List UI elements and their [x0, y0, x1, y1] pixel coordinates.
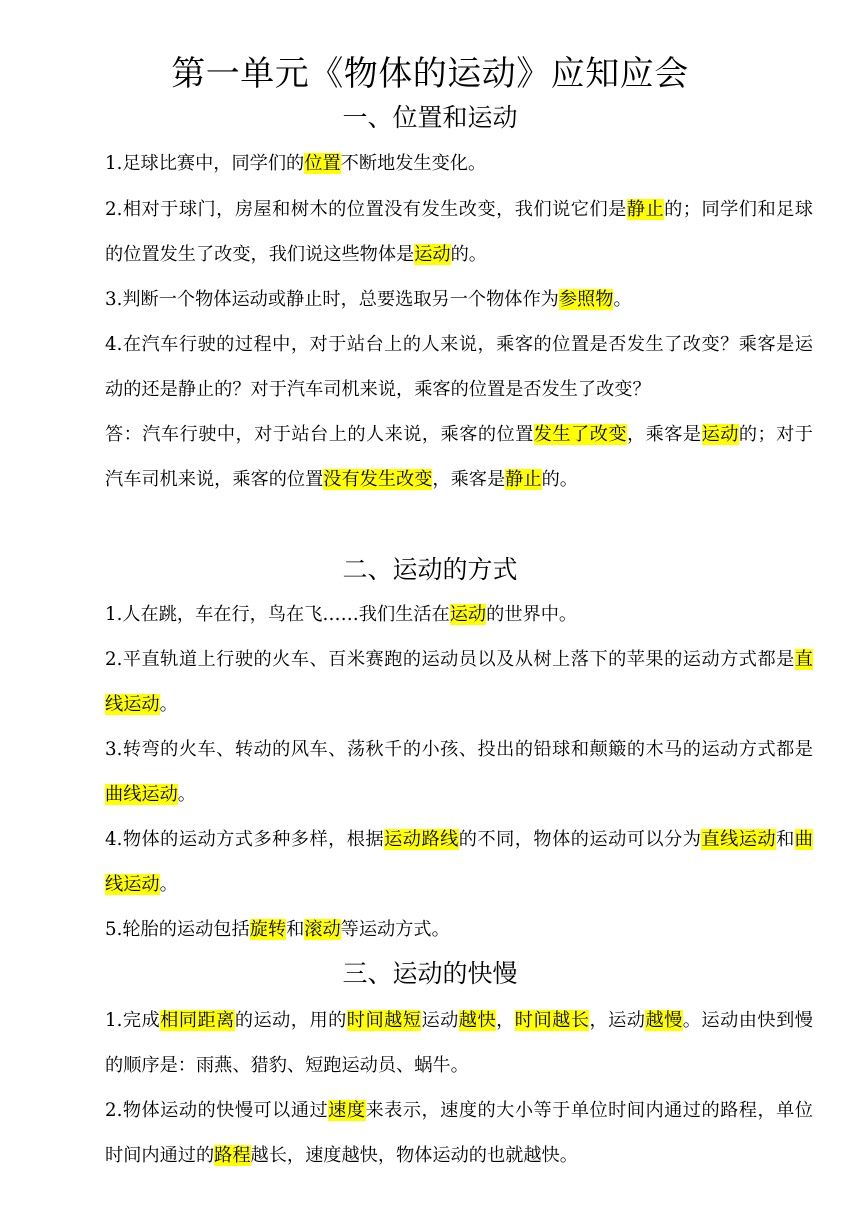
page-title: 第一单元《物体的运动》应知应会 [171, 54, 689, 94]
text-run: 的运动，用的 [234, 1010, 347, 1031]
text-run: 答：汽车行驶中，对于站台上的人来说，乘客的位置 [105, 424, 534, 445]
text-run: 1.完成 [105, 1010, 161, 1031]
text-run: 运动 [421, 1010, 459, 1031]
highlighted-keyword: 没有发生改变 [323, 469, 433, 490]
text-run: 不断地发生变化。 [340, 153, 487, 174]
highlighted-keyword: 参照物 [558, 289, 614, 310]
text-run: 来表示，速度的大小等于单位时间内通过的路程，单位时间内通过的 [105, 1100, 813, 1166]
section-heading-motion-speed: 三、运动的快慢 [342, 959, 518, 988]
paragraph [105, 322, 813, 412]
highlighted-keyword: 位置 [304, 153, 341, 174]
highlighted-keyword: 时间越短 [346, 1010, 422, 1031]
section-heading-motion-modes: 二、运动的方式 [342, 555, 518, 584]
text-run: 的；同学们和足球的位置发生了改变，我们说这些物体是 [105, 199, 813, 265]
text-run: 的。 [450, 244, 487, 265]
text-run: 4.在汽车行驶的过程中，对于站台上的人来说，乘客的位置是否发生了改变？乘客是运动的还是静止的？对于汽车司机来说，乘客的位置是否发生了改变？ [105, 334, 813, 400]
highlighted-keyword: 路程 [214, 1145, 251, 1166]
text-run: 的世界中。 [486, 604, 578, 625]
paragraph [105, 187, 813, 277]
text-run: 2.相对于球门，房屋和树木的位置没有发生改变，我们说它们是 [105, 199, 627, 220]
highlighted-keyword: 静止 [626, 199, 665, 220]
text-run: 的不同，物体的运动可以分为 [458, 829, 702, 850]
text-run: 的。 [541, 469, 578, 490]
text-run: 。 [159, 874, 178, 895]
highlighted-keyword: 运动 [449, 604, 487, 625]
paragraph [105, 1088, 813, 1178]
highlighted-keyword: 滚动 [304, 919, 341, 940]
highlighted-keyword: 运动 [701, 424, 739, 445]
text-run: 1.人在跳，车在行，鸟在飞……我们生活在 [105, 604, 450, 625]
highlighted-keyword: 直线运动 [105, 649, 813, 715]
text-run: 和 [776, 829, 795, 850]
highlighted-keyword: 越慢 [645, 1010, 683, 1031]
highlighted-keyword: 直线运动 [701, 829, 777, 850]
highlighted-keyword: 相同距离 [160, 1010, 235, 1031]
text-run: 2.平直轨道上行驶的火车、百米赛跑的运动员以及从树上落下的苹果的运动方式都是 [105, 649, 795, 670]
text-run: 。 [159, 694, 178, 715]
paragraph [105, 592, 813, 637]
paragraph [105, 637, 813, 727]
text-run: ，乘客是 [432, 469, 506, 490]
paragraph [105, 412, 813, 502]
text-run: ，运动 [589, 1010, 646, 1031]
text-run: 越长，速度越快，物体运动的也就越快。 [250, 1145, 578, 1166]
highlighted-keyword: 曲线运动 [105, 784, 178, 805]
text-run: 的；对于汽车司机来说，乘客的位置 [105, 424, 813, 490]
text-run: 。运动由快到慢的顺序是：雨燕、猎豹、短跑运动员、蜗牛。 [105, 1010, 813, 1076]
text-run: 等运动方式。 [340, 919, 450, 940]
paragraph [105, 907, 813, 952]
text-run: 2.物体运动的快慢可以通过 [105, 1100, 329, 1121]
highlighted-keyword: 速度 [328, 1100, 366, 1121]
section-heading-position-motion: 一、位置和运动 [342, 103, 518, 132]
text-run: 3.判断一个物体运动或静止时，总要选取另一个物体作为 [105, 289, 559, 310]
paragraph [105, 998, 813, 1088]
highlighted-keyword: 运动 [414, 244, 451, 265]
text-run: 。 [613, 289, 632, 310]
text-run: 。 [177, 784, 196, 805]
paragraph [105, 817, 813, 907]
highlighted-keyword: 运动路线 [384, 829, 459, 850]
text-run: 3.转弯的火车、转动的风车、荡秋千的小孩、投出的铅球和颠簸的木马的运动方式都是 [105, 739, 813, 760]
text-run: 5.轮胎的运动包括 [105, 919, 250, 940]
text-run: ， [496, 1010, 515, 1031]
highlighted-keyword: 静止 [505, 469, 542, 490]
highlighted-keyword: 旋转 [249, 919, 287, 940]
paragraph [105, 277, 813, 322]
text-run: 1.足球比赛中，同学们的 [105, 153, 305, 174]
text-run: 4.物体的运动方式多种多样，根据 [105, 829, 385, 850]
highlighted-keyword: 发生了改变 [533, 424, 627, 445]
text-run: ，乘客是 [626, 424, 702, 445]
highlighted-keyword: 时间越长 [514, 1010, 590, 1031]
paragraph [105, 141, 813, 186]
paragraph [105, 727, 813, 817]
highlighted-keyword: 曲线运动 [105, 829, 813, 895]
text-run: 和 [286, 919, 305, 940]
highlighted-keyword: 越快 [458, 1010, 497, 1031]
